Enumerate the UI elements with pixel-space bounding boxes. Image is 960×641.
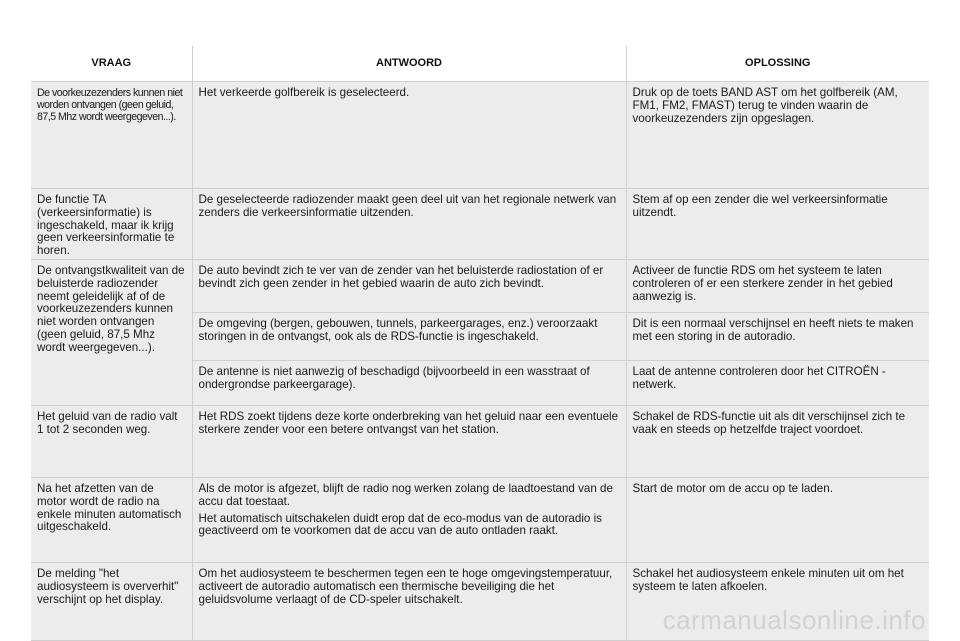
header-row	[31, 46, 929, 82]
solution-cell: Schakel de RDS-functie uit als dit verschijnsel zich te vaak en steeds op hetzelfde traject voordoet.	[626, 406, 929, 478]
answer-cell: De antenne is niet aanwezig of beschadigd (bijvoorbeeld in een wasstraat of ondergrondse parkeergarage).	[192, 361, 626, 406]
answer-cell: Het verkeerde golfbereik is geselecteerd.	[192, 82, 626, 189]
question-cell: Het geluid van de radio valt 1 tot 2 seconden weg.	[31, 406, 192, 478]
question-cell: De melding "het audiosysteem is oververhit" verschijnt op het display.	[31, 563, 192, 641]
solution-cell: Start de motor om de accu op te laden.	[626, 478, 929, 563]
answer-paragraph: Als de motor is afgezet, blijft de radio nog werken zolang de laadtoestand van de accu dat toestaat.	[198, 482, 613, 508]
answer-cell: De omgeving (bergen, gebouwen, tunnels, parkeergarages, enz.) veroorzaakt storingen in de ontvangst, ook als de RDS-functie is ingeschakeld.	[192, 313, 626, 361]
solution-cell: Druk op de toets BAND AST om het golfbereik (AM, FM1, FM2, FMAST) terug te vinden waarin de voorkeuzezenders zijn opgeslagen.	[626, 82, 929, 189]
header-vraag: VRAAG	[31, 46, 192, 82]
header-antwoord: ANTWOORD	[192, 46, 626, 82]
table-row	[31, 406, 929, 478]
watermark: carmanualsonline.info	[662, 605, 926, 635]
answer-cell: Het RDS zoekt tijdens deze korte onderbreking van het geluid naar een eventuele sterkere zender voor een betere ontvangst van het station.	[192, 406, 626, 478]
header-oplossing: OPLOSSING	[626, 46, 929, 82]
table-row	[31, 478, 929, 563]
solution-cell: Stem af op een zender die wel verkeersinformatie uitzendt.	[626, 189, 929, 260]
troubleshooting-table	[31, 46, 929, 641]
question-cell: Na het afzetten van de motor wordt de radio na enkele minuten automatisch uitgeschakeld.	[31, 478, 192, 563]
answer-cell: De auto bevindt zich te ver van de zender van het beluisterde radiostation of er bevindt zich geen zender in het gebied waarin de auto zich bevindt.	[192, 260, 626, 313]
troubleshooting-table-container	[31, 46, 929, 641]
solution-cell: Activeer de functie RDS om het systeem te laten controleren of er een sterkere zender in het gebied aanwezig is.	[626, 260, 929, 313]
table-row	[31, 260, 929, 313]
table-row	[31, 82, 929, 189]
answer-cell: De geselecteerde radiozender maakt geen deel uit van het regionale netwerk van zenders die verkeersinformatie uitzenden.	[192, 189, 626, 260]
answer-cell: Om het audiosysteem te beschermen tegen een te hoge omgevingstemperatuur, activeert de autoradio automatisch een thermische beveiliging die het geluidsvolume verlaagt of de CD-speler uitschakelt.	[192, 563, 626, 641]
solution-cell: Dit is een normaal verschijnsel en heeft niets te maken met een storing in de autoradio.	[626, 313, 929, 361]
solution-cell: Schakel het audiosysteem enkele minuten uit om het systeem te laten afkoelen.	[626, 563, 929, 641]
answer-paragraph: Het automatisch uitschakelen duidt erop dat de eco-modus van de autoradio is geactiveerd om te voorkomen dat de accu van de auto ontladen raakt.	[198, 511, 602, 538]
question-cell: De voorkeuzezenders kunnen niet worden ontvangen (geen geluid, 87,5 Mhz wordt weergegeven...).	[31, 82, 192, 189]
answer-cell	[192, 478, 626, 563]
solution-cell: Laat de antenne controleren door het CITROËN -netwerk.	[626, 361, 929, 406]
question-cell: De functie TA (verkeersinformatie) is ingeschakeld, maar ik krijg geen verkeersinformatie te horen.	[31, 189, 192, 260]
question-cell: De ontvangstkwaliteit van de beluisterde radiozender neemt geleidelijk af of de voorkeuzezenders kunnen niet worden ontvangen (geen geluid, 87,5 Mhz wordt weergegeven...).	[31, 260, 192, 406]
table-row	[31, 189, 929, 260]
